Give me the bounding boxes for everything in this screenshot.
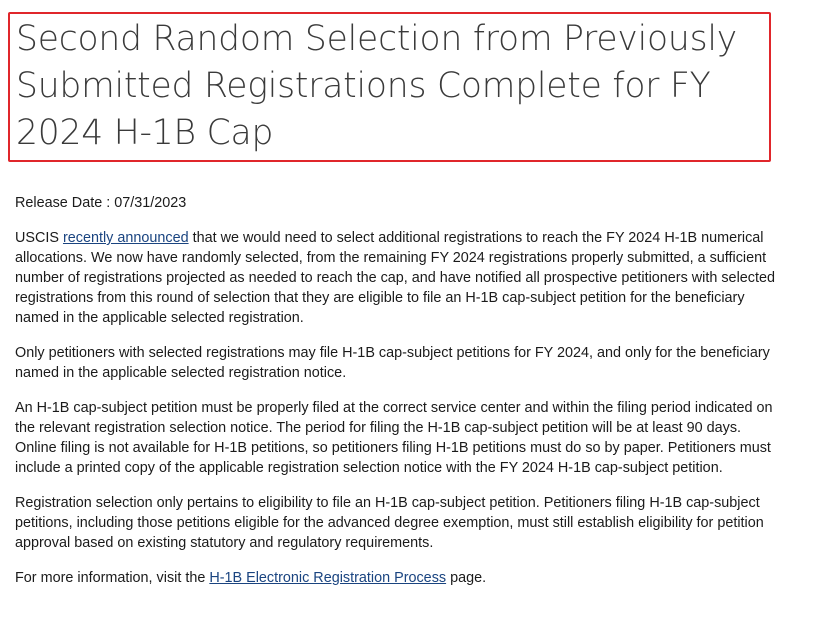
paragraph-5-tail: page. [446, 570, 487, 586]
article-body [15, 193, 780, 603]
page-title: Second Random Selection from Previously Submitted Registrations Complete for FY 2024 H-1B Cap [16, 19, 737, 153]
recently-announced-link[interactable]: recently announced [62, 230, 189, 246]
paragraph-1-lead: USCIS [15, 230, 63, 246]
h1b-registration-process-link[interactable]: H-1B Electronic Registration Process [209, 570, 447, 586]
paragraph-3: An H-1B cap-subject petition must be properly filed at the correct service center and within the filing period indicated on the relevant registration selection notice. The period for filing the H-1B cap-subject petition will be at least 90 days. Online filing is not available for H-1B petitions, so petitioners filing H-1B petitions must do so by paper. Petitioners must include a printed copy of the applicable registration selection notice with the FY 2024 H-1B cap-subject petition. [15, 400, 773, 476]
release-date-label: Release Date : [15, 195, 111, 211]
paragraph-1 [15, 228, 780, 328]
paragraph-2: Only petitioners with selected registrations may file H-1B cap-subject petitions for FY 2024, and only for the beneficiary named in the applicable selected registration notice. [15, 345, 770, 381]
release-date-value: 07/31/2023 [114, 195, 187, 211]
release-date [15, 193, 780, 213]
paragraph-5-lead: For more information, visit the [15, 570, 210, 586]
paragraph-4: Registration selection only pertains to eligibility to file an H-1B cap-subject petition. Petitioners filing H-1B cap-subject petitions, including those petitions eligible for the advanced degree exemption, must still establish eligibility for petition approval based on existing statutory and regulatory requirements. [15, 495, 764, 551]
paragraph-5 [15, 568, 780, 588]
paragraph-1-text: that we would need to select additional registrations to reach the FY 2024 H-1B numerical allocations. We now have randomly selected, from the remaining FY 2024 registrations properly submitted, a sufficient number of registrations projected as needed to reach the cap, and have notified all prospective petitioners with selected registrations from this round of selection that they are eligible to file an H-1B cap-subject petition for the beneficiary named in the applicable selected registration. [15, 230, 775, 326]
